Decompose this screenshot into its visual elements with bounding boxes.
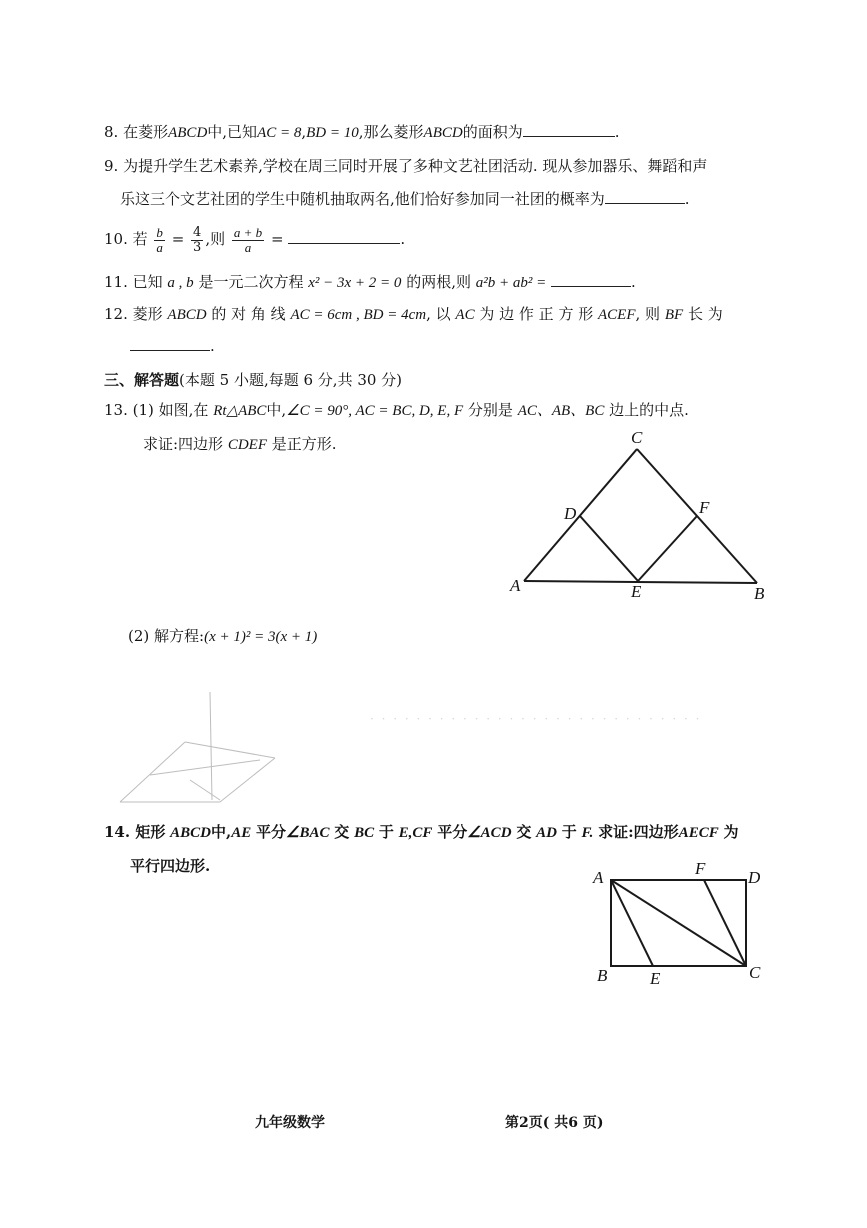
question-13-prove: 求证:四边形 CDEF 是正方形. [143, 435, 337, 453]
question-13-part1: 13. (1) 如图,在 Rt△ABC中,∠C = 90°, AC = BC, D, E, F 分别是 AC、AB、BC 边上的中点. [104, 401, 689, 419]
answer-blank-12[interactable] [130, 336, 210, 351]
question-13-part2: (2) 解方程:(x + 1)² = 3(x + 1) [128, 627, 318, 645]
footer-subject: 九年级数学 [255, 1115, 325, 1131]
figure-triangle-abc [500, 425, 790, 610]
fraction-a-plus-b-over-a: $\frac{a + b}{a}$ [233, 224, 263, 255]
question-8: 8. 在菱形ABCD中,已知AC = 8,BD = 10,那么菱形ABCD的面积为 . [104, 123, 620, 141]
answer-blank-9[interactable] [605, 189, 685, 204]
question-10: 10. 若 $\frac{b}{a}$ = $\frac{4}{3}$ ,则 $\frac{a + b}{a}$ = . [104, 224, 406, 255]
question-11: 11. 已知 a , b 是一元二次方程 x² − 3x + 2 = 0 的两根,则 a²b + ab² = . [104, 273, 636, 291]
label-b: B [597, 966, 608, 985]
question-12-line1: 12. 菱形 ABCD 的 对 角 线 AC = 6cm , BD = 4cm, 以 AC 为 边 作 正 方 形 ACEF, 则 BF 长 为 [104, 305, 723, 323]
label-f: F [699, 498, 710, 517]
label-a: A [593, 868, 604, 887]
label-c: C [631, 428, 643, 447]
segment-ef [638, 516, 697, 581]
label-b: B [754, 584, 765, 603]
label-d: D [564, 504, 577, 523]
answer-blank-11[interactable] [551, 272, 631, 287]
answer-blank-8[interactable] [523, 122, 615, 137]
section-3-header: 三、解答题(本题 5 小题,每题 6 分,共 30 分) [104, 371, 403, 389]
fraction-b-over-a: $\frac{b}{a}$ [156, 224, 163, 255]
answer-blank-10[interactable] [288, 229, 400, 244]
label-d: D [748, 868, 761, 887]
question-9-line2: 乐这三个文艺社团的学生中随机抽取两名,他们恰好参加同一社团的概率为 . [120, 190, 690, 208]
fraction-4-over-3: $\frac{4}{3}$ [193, 224, 202, 255]
question-14-line2: 平行四边形. [130, 857, 211, 875]
label-f: F [695, 859, 706, 878]
label-c: C [749, 963, 761, 982]
question-14-line1: 14. 矩形 ABCD中,AE 平分∠BAC 交 BC 于 E,CF 平分∠ACD 交 AD 于 F. 求证:四边形AECF 为 [104, 823, 739, 841]
segment-de [580, 516, 638, 581]
label-e: E [631, 582, 642, 601]
faint-show-through-text: · · · · · · · · · · · · · · · · · · · · · · · · · · · · · [370, 712, 702, 726]
question-9-line1: 9. 为提升学生艺术素养,学校在周三同时开展了多种文艺社团活动. 现从参加器乐、舞蹈和声 [104, 157, 708, 175]
label-e: E [650, 969, 661, 988]
footer-page-number: 第2页( 共6 页) [505, 1115, 604, 1131]
faint-show-through-sketch [110, 680, 290, 810]
figure-rectangle-abcd [585, 855, 775, 990]
label-a: A [510, 576, 521, 595]
question-12-line2: . [130, 336, 215, 356]
